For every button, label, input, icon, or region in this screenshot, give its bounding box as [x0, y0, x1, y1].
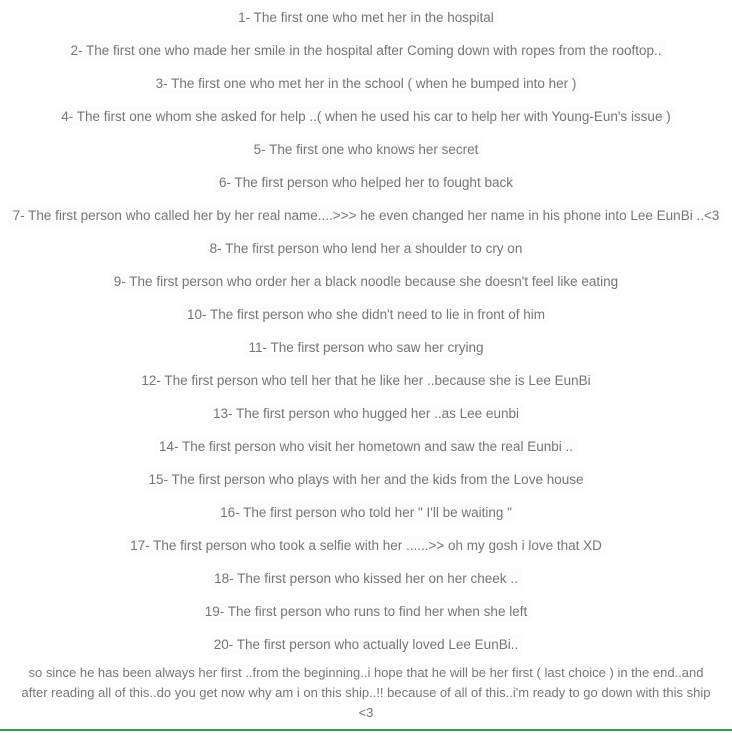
list-item-text: 4- The first one whom she asked for help ..( when he used his car to help her with Young-Eun's issue ) [61, 109, 671, 124]
list-item-text: 1- The first one who met her in the hospital [238, 10, 494, 25]
list-item-text: 3- The first one who met her in the school ( when he bumped into her ) [155, 76, 577, 91]
list-item [0, 562, 732, 595]
list-item [0, 496, 732, 529]
list-item-text: 17- The first person who took a selfie with her ......>> oh my gosh i love that XD [130, 538, 602, 553]
list-item [0, 133, 732, 166]
list-item [0, 628, 732, 661]
list-item [0, 397, 732, 430]
list-item-text: 6- The first person who helped her to fought back [219, 175, 513, 190]
closing-note [0, 661, 732, 723]
list-item-text: 19- The first person who runs to find her when she left [204, 604, 528, 619]
bottom-divider [0, 729, 732, 731]
list-item-text: 5- The first one who knows her secret [253, 142, 479, 157]
list-item-text: 14- The first person who visit her hometown and saw the real Eunbi .. [159, 439, 573, 454]
list-item [0, 199, 732, 232]
list-item [0, 166, 732, 199]
list-item-text: 20- The first person who actually loved Lee EunBi.. [213, 637, 519, 652]
closing-note-line: so since he has been always her first ..from the beginning..i hope that he will be her first ( last choice ) in the end..and [28, 665, 704, 680]
list-item [0, 430, 732, 463]
list-item-text: 12- The first person who tell her that he like her ..because she is Lee EunBi [141, 373, 591, 388]
list-item [0, 364, 732, 397]
list-item [0, 1, 732, 34]
list-item-text: 2- The first one who made her smile in the hospital after Coming down with ropes from the rooftop.. [70, 43, 662, 58]
list-item-text: 9- The first person who order her a black noodle because she doesn't feel like eating [113, 274, 619, 289]
list-item-text: 11- The first person who saw her crying [248, 340, 484, 355]
list-item [0, 34, 732, 67]
list-item [0, 463, 732, 496]
list-item [0, 529, 732, 562]
list-item-text: 18- The first person who kissed her on her cheek .. [214, 571, 518, 586]
list-item-text: 7- The first person who called her by her real name....>>> he even changed her name in his phone into Lee EunBi ..<3 [12, 208, 720, 223]
list-item [0, 595, 732, 628]
list-item [0, 67, 732, 100]
list-item [0, 265, 732, 298]
list-item [0, 331, 732, 364]
list-item-text: 13- The first person who hugged her ..as Lee eunbi [213, 406, 519, 421]
list-item [0, 232, 732, 265]
list-item [0, 298, 732, 331]
list-item-text: 15- The first person who plays with her and the kids from the Love house [148, 472, 584, 487]
list-item-text: 16- The first person who told her " I'll be waiting " [220, 505, 512, 520]
list-item-text: 8- The first person who lend her a shoulder to cry on [209, 241, 523, 256]
closing-note-line: after reading all of this..do you get now why am i on this ship..!! because of all of this..i'm ready to go down with this ship [21, 685, 711, 700]
closing-note-line: <3 [358, 705, 374, 720]
list-item-text: 10- The first person who she didn't need to lie in front of him [186, 307, 546, 322]
list-item [0, 100, 732, 133]
